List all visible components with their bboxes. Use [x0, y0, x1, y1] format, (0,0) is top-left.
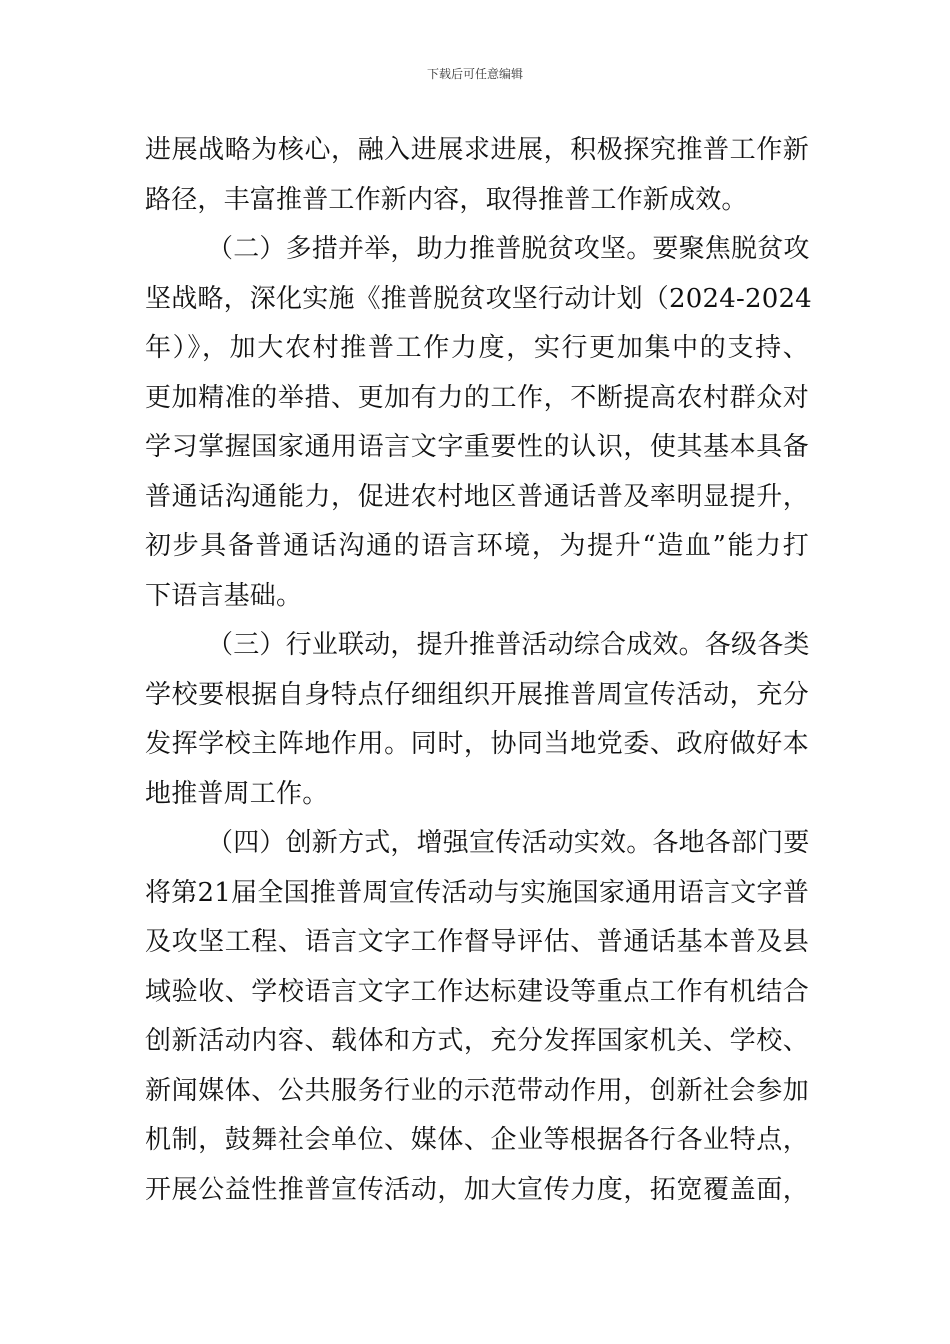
text-line: 进展战略为核心，融入进展求进展，积极探究推普工作新	[145, 135, 809, 165]
text-line: 路径，丰富推普工作新内容，取得推普工作新成效。	[145, 184, 748, 215]
text-line: 发挥学校主阵地作用。同时，协同当地党委、政府做好本	[145, 729, 809, 759]
text-line: 域验收、学校语言文字工作达标建设等重点工作有机结合	[145, 976, 809, 1007]
document-body	[145, 126, 812, 1215]
text-line: 地推普周工作。	[145, 778, 329, 809]
text-line: 坚战略，深化实施《推普脱贫攻坚行动计划（2024-2024	[145, 283, 812, 314]
text-line: 年）》，加大农村推普工作力度，实行更加集中的支持、	[145, 333, 809, 363]
paragraph-heading-line: （三）行业联动，提升推普活动综合成效。各级各类	[207, 630, 810, 660]
text-line: 学习掌握国家通用语言文字重要性的认识，使其基本具备	[145, 432, 809, 462]
paragraph-heading-line: （四）创新方式，增强宣传活动实效。各地各部门要	[207, 828, 810, 858]
text-line: 开展公益性推普宣传活动，加大宣传力度，拓宽覆盖面，	[145, 1174, 809, 1205]
text-line: 创新活动内容、载体和方式，充分发挥国家机关、学校、	[145, 1026, 809, 1056]
text-line: 初步具备普通话沟通的语言环境，为提升“造血”能力打	[145, 531, 809, 561]
text-line: 及攻坚工程、语言文字工作督导评估、普通话基本普及县	[145, 927, 809, 957]
text-line: 学校要根据自身特点仔细组织开展推普周宣传活动，充分	[145, 679, 809, 710]
text-line: 将第21届全国推普周宣传活动与实施国家通用语言文字普	[145, 877, 809, 908]
text-line: 普通话沟通能力，促进农村地区普通话普及率明显提升，	[145, 481, 809, 512]
text-line: 机制，鼓舞社会单位、媒体、企业等根据各行各业特点，	[145, 1125, 809, 1155]
text-line: 更加精准的举措、更加有力的工作，不断提高农村群众对	[145, 382, 809, 413]
paragraph-heading-line: （二）多措并举，助力推普脱贫攻坚。要聚焦脱贫攻	[207, 234, 810, 264]
page-header: 下载后可任意编辑	[426, 67, 523, 81]
text-line: 新闻媒体、公共服务行业的示范带动作用，创新社会参加	[145, 1075, 809, 1106]
text-line: 下语言基础。	[145, 580, 303, 611]
